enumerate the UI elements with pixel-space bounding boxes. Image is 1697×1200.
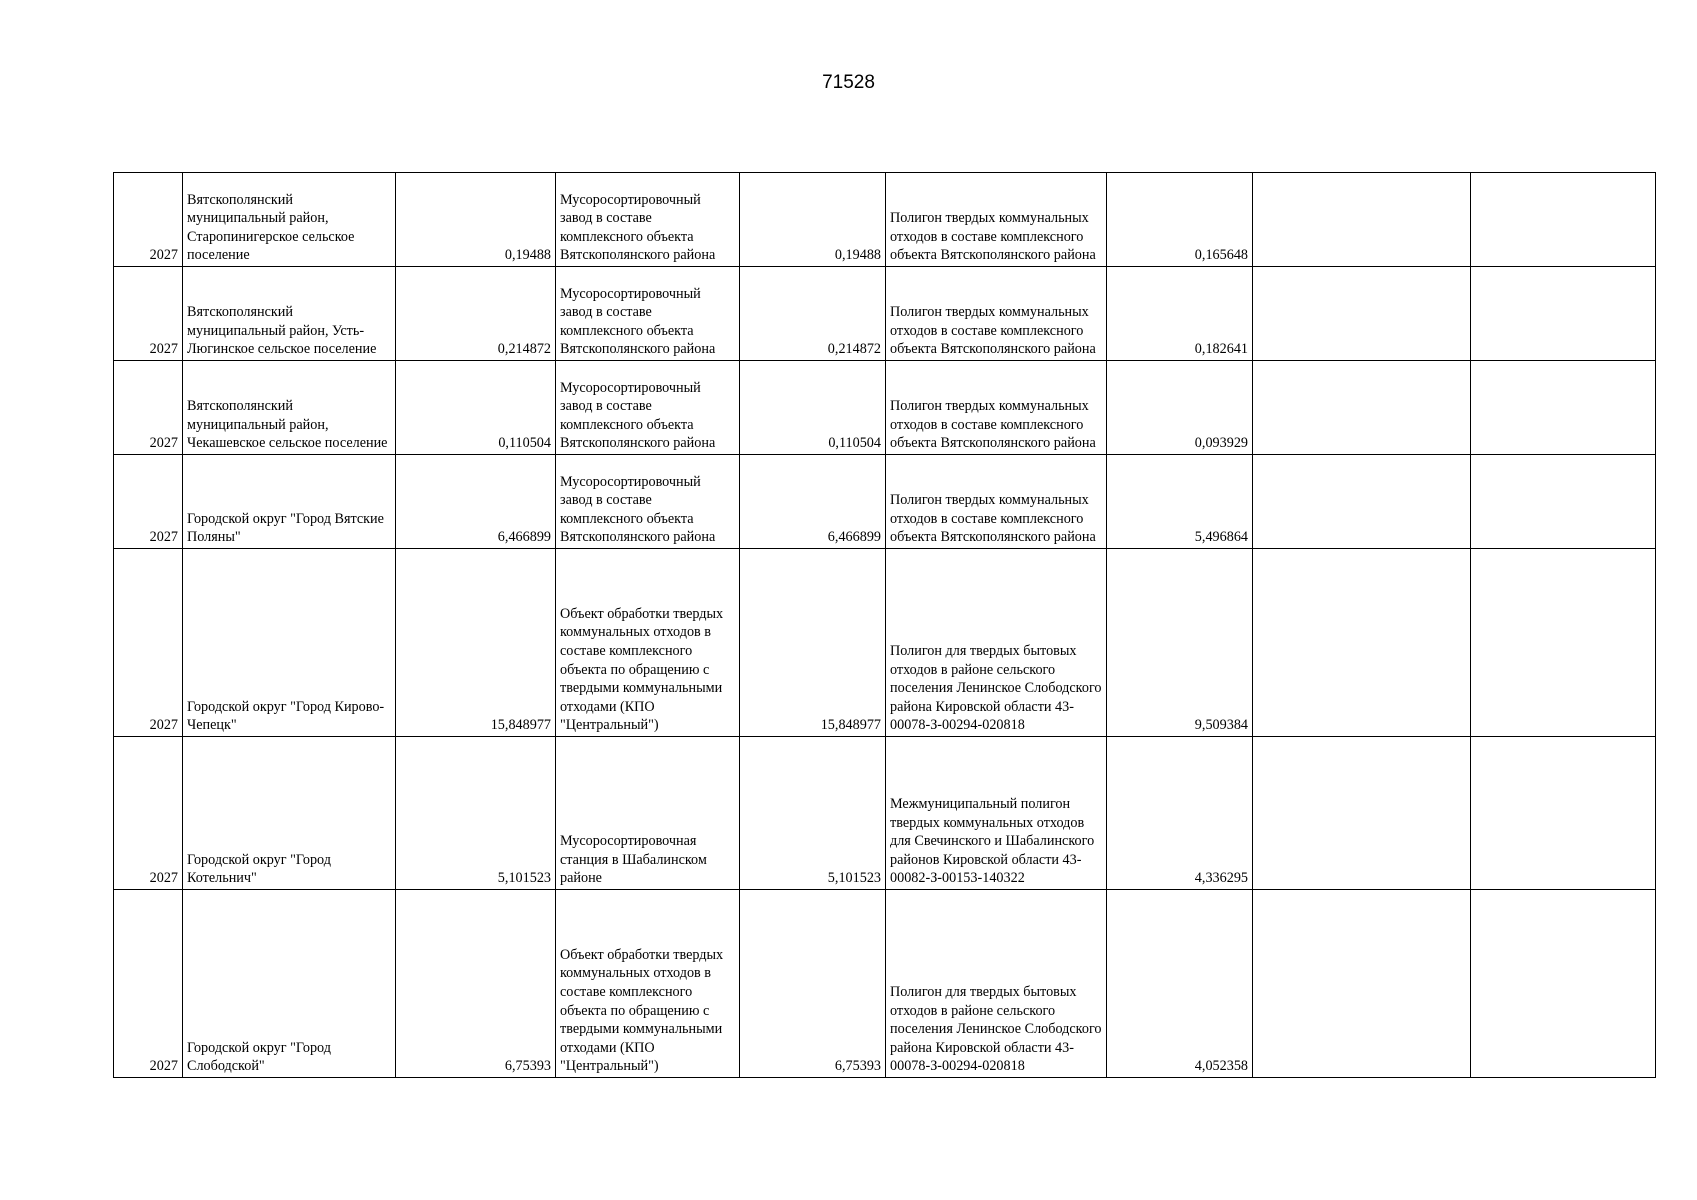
- disposal-facility-cell: Полигон твердых коммунальных отходов в составе комплексного объекта Вятскополянского района: [886, 361, 1107, 455]
- volume-cell: 6,75393: [396, 890, 556, 1078]
- source-cell: Вятскополянский муниципальный район, Старопинигерское сельское поселение: [183, 173, 396, 267]
- empty-cell: [1471, 361, 1656, 455]
- disposal-volume-cell: 4,052358: [1107, 890, 1253, 1078]
- processing-facility-cell: Мусоросортировочный завод в составе комплексного объекта Вятскополянского района: [556, 267, 740, 361]
- table-row: [114, 173, 1656, 267]
- disposal-facility-cell: Полигон для твердых бытовых отходов в районе сельского поселения Ленинское Слободского района Кировской области 43-00078-З-00294-020818: [886, 549, 1107, 737]
- empty-cell: [1253, 737, 1471, 890]
- processing-volume-cell: 0,214872: [740, 267, 886, 361]
- disposal-facility-cell: Полигон твердых коммунальных отходов в составе комплексного объекта Вятскополянского района: [886, 267, 1107, 361]
- year-cell: 2027: [114, 455, 183, 549]
- page-number: 71528: [822, 72, 875, 93]
- volume-cell: 15,848977: [396, 549, 556, 737]
- disposal-volume-cell: 4,336295: [1107, 737, 1253, 890]
- volume-cell: 0,110504: [396, 361, 556, 455]
- disposal-facility-cell: Полигон для твердых бытовых отходов в районе сельского поселения Ленинское Слободского района Кировской области 43-00078-З-00294-020818: [886, 890, 1107, 1078]
- table-row: [114, 455, 1656, 549]
- processing-volume-cell: 0,110504: [740, 361, 886, 455]
- table-body: [114, 173, 1656, 1078]
- year-cell: 2027: [114, 267, 183, 361]
- empty-cell: [1471, 549, 1656, 737]
- source-cell: Вятскополянский муниципальный район, Усть-Люгинское сельское поселение: [183, 267, 396, 361]
- source-cell: Городской округ "Город Кирово-Чепецк": [183, 549, 396, 737]
- year-cell: 2027: [114, 737, 183, 890]
- disposal-volume-cell: 9,509384: [1107, 549, 1253, 737]
- empty-cell: [1471, 890, 1656, 1078]
- source-cell: Городской округ "Город Слободской": [183, 890, 396, 1078]
- table-row: [114, 361, 1656, 455]
- table-row: [114, 890, 1656, 1078]
- processing-volume-cell: 15,848977: [740, 549, 886, 737]
- empty-cell: [1471, 267, 1656, 361]
- year-cell: 2027: [114, 890, 183, 1078]
- table-row: [114, 549, 1656, 737]
- year-cell: 2027: [114, 361, 183, 455]
- empty-cell: [1253, 549, 1471, 737]
- processing-facility-cell: Мусоросортировочная станция в Шабалинском районе: [556, 737, 740, 890]
- volume-cell: 0,214872: [396, 267, 556, 361]
- disposal-volume-cell: 0,165648: [1107, 173, 1253, 267]
- empty-cell: [1253, 890, 1471, 1078]
- processing-facility-cell: Мусоросортировочный завод в составе комплексного объекта Вятскополянского района: [556, 173, 740, 267]
- processing-facility-cell: Объект обработки твердых коммунальных отходов в составе комплексного объекта по обращению с твердыми коммунальными отходами (КПО "Центральный"): [556, 890, 740, 1078]
- disposal-facility-cell: Межмуниципальный полигон твердых коммунальных отходов для Свечинского и Шабалинского районов Кировской области 43-00082-З-00153-140322: [886, 737, 1107, 890]
- processing-facility-cell: Мусоросортировочный завод в составе комплексного объекта Вятскополянского района: [556, 361, 740, 455]
- disposal-volume-cell: 0,182641: [1107, 267, 1253, 361]
- source-cell: Городской округ "Город Котельнич": [183, 737, 396, 890]
- volume-cell: 0,19488: [396, 173, 556, 267]
- processing-volume-cell: 5,101523: [740, 737, 886, 890]
- empty-cell: [1253, 173, 1471, 267]
- empty-cell: [1471, 455, 1656, 549]
- disposal-facility-cell: Полигон твердых коммунальных отходов в составе комплексного объекта Вятскополянского района: [886, 455, 1107, 549]
- disposal-volume-cell: 0,093929: [1107, 361, 1253, 455]
- empty-cell: [1253, 455, 1471, 549]
- year-cell: 2027: [114, 549, 183, 737]
- year-cell: 2027: [114, 173, 183, 267]
- volume-cell: 5,101523: [396, 737, 556, 890]
- table-row: [114, 267, 1656, 361]
- empty-cell: [1253, 267, 1471, 361]
- empty-cell: [1253, 361, 1471, 455]
- disposal-facility-cell: Полигон твердых коммунальных отходов в составе комплексного объекта Вятскополянского района: [886, 173, 1107, 267]
- waste-flow-table: [113, 172, 1656, 1078]
- source-cell: Вятскополянский муниципальный район, Чекашевское сельское поселение: [183, 361, 396, 455]
- processing-volume-cell: 0,19488: [740, 173, 886, 267]
- processing-volume-cell: 6,75393: [740, 890, 886, 1078]
- table-row: [114, 737, 1656, 890]
- processing-volume-cell: 6,466899: [740, 455, 886, 549]
- empty-cell: [1471, 173, 1656, 267]
- disposal-volume-cell: 5,496864: [1107, 455, 1253, 549]
- processing-facility-cell: Объект обработки твердых коммунальных отходов в составе комплексного объекта по обращению с твердыми коммунальными отходами (КПО "Центральный"): [556, 549, 740, 737]
- empty-cell: [1471, 737, 1656, 890]
- volume-cell: 6,466899: [396, 455, 556, 549]
- source-cell: Городской округ "Город Вятские Поляны": [183, 455, 396, 549]
- processing-facility-cell: Мусоросортировочный завод в составе комплексного объекта Вятскополянского района: [556, 455, 740, 549]
